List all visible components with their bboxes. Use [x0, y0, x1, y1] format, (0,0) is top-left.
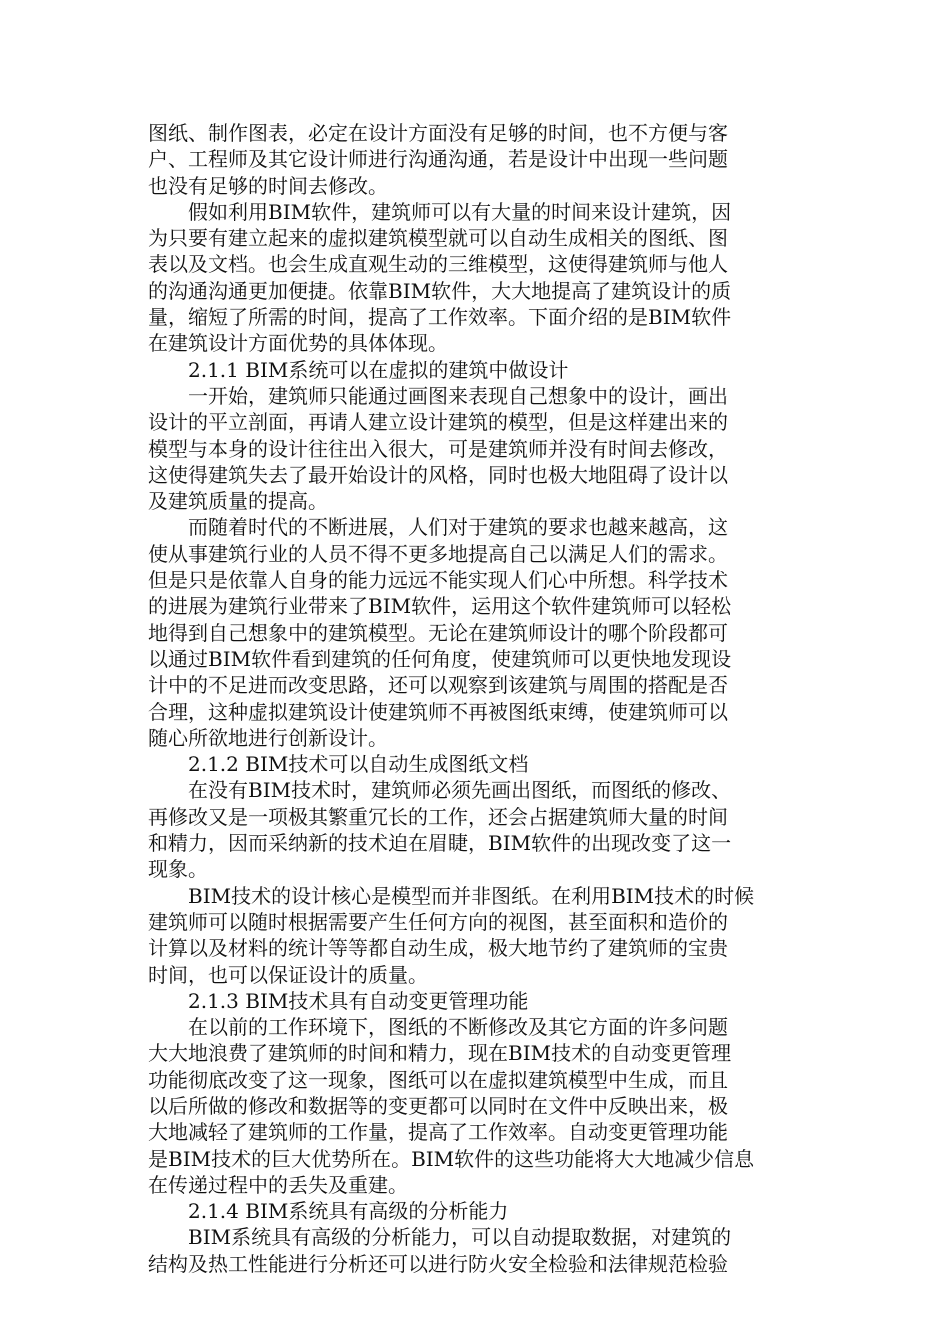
text-line: 模型与本身的设计往往出入很大，可是建筑师并没有时间去修改， — [148, 436, 728, 461]
text-line: 量，缩短了所需的时间，提高了工作效率。下面介绍的是BIM软件 — [148, 305, 732, 330]
text-line: 计算以及材料的统计等等都自动生成，极大地节约了建筑师的宝贵 — [148, 936, 728, 961]
text-line: 2.1.1 BIM系统可以在虚拟的建筑中做设计 — [188, 357, 569, 382]
text-line: 但是只是依靠人自身的能力远远不能实现人们心中所想。科学技术 — [148, 568, 728, 593]
text-line: 图纸、制作图表，必定在设计方面没有足够的时间，也不方便与客 — [148, 121, 728, 145]
text-line: 表以及文档。也会生成直观生动的三维模型，这使得建筑师与他人 — [148, 252, 728, 277]
text-line: 在建筑设计方面优势的具体体现。 — [148, 331, 448, 356]
text-line: 户、工程师及其它设计师进行沟通沟通，若是设计中出现一些问题 — [148, 147, 728, 172]
text-line: 建筑师可以随时根据需要产生任何方向的视图，甚至面积和造价的 — [148, 909, 728, 934]
text-line: 的沟通沟通更加便捷。依靠BIM软件，大大地提高了建筑设计的质 — [148, 278, 732, 303]
text-line: 功能彻底改变了这一现象，图纸可以在虚拟建筑模型中生成，而且 — [148, 1067, 728, 1092]
text-line: 是BIM技术的巨大优势所在。BIM软件的这些功能将大大地减少信息 — [148, 1146, 755, 1171]
text-line: 和精力，因而采纳新的技术迫在眉睫，BIM软件的出现改变了这一 — [148, 831, 732, 856]
text-line: BIM技术的设计核心是模型而并非图纸。在利用BIM技术的时候 — [188, 883, 755, 908]
text-line: 的进展为建筑行业带来了BIM软件，运用这个软件建筑师可以轻松 — [148, 594, 732, 619]
text-line: 地得到自己想象中的建筑模型。无论在建筑师设计的哪个阶段都可 — [148, 620, 728, 645]
text-line: 再修改又是一项极其繁重冗长的工作，还会占据建筑师大量的时间 — [148, 804, 728, 829]
text-line: 2.1.3 BIM技术具有自动变更管理功能 — [188, 988, 529, 1013]
text-line: 结构及热工性能进行分析还可以进行防火安全检验和法律规范检验 — [148, 1251, 728, 1276]
text-line: 而随着时代的不断进展，人们对于建筑的要求也越来越高，这 — [188, 515, 728, 540]
text-line: 2.1.4 BIM系统具有高级的分析能力 — [188, 1199, 509, 1224]
text-line: 时间，也可以保证设计的质量。 — [148, 962, 428, 987]
document-page — [148, 120, 808, 1277]
text-line: 也没有足够的时间去修改。 — [148, 173, 388, 198]
text-line: 合理，这种虚拟建筑设计使建筑师不再被图纸束缚，使建筑师可以 — [148, 699, 728, 724]
text-line: 在没有BIM技术时，建筑师必须先画出图纸，而图纸的修改、 — [188, 778, 732, 803]
text-line: 大地减轻了建筑师的工作量，提高了工作效率。自动变更管理功能 — [148, 1120, 728, 1145]
text-line: 以通过BIM软件看到建筑的任何角度，使建筑师可以更快地发现设 — [148, 646, 732, 671]
text-line: 在以前的工作环境下，图纸的不断修改及其它方面的许多问题 — [188, 1015, 728, 1040]
text-line: 以后所做的修改和数据等的变更都可以同时在文件中反映出来，极 — [148, 1093, 728, 1118]
text-line: 为只要有建立起来的虚拟建筑模型就可以自动生成相关的图纸、图 — [148, 226, 728, 251]
text-line: 这使得建筑失去了最开始设计的风格，同时也极大地阻碍了设计以 — [148, 462, 728, 487]
text-line: 计中的不足进而改变思路，还可以观察到该建筑与周围的搭配是否 — [148, 673, 728, 698]
text-line: 大大地浪费了建筑师的时间和精力，现在BIM技术的自动变更管理 — [148, 1041, 732, 1066]
text-line: 设计的平立剖面，再请人建立设计建筑的模型，但是这样建出来的 — [148, 410, 728, 435]
text-line: 随心所欲地进行创新设计。 — [148, 725, 388, 750]
text-line: 在传递过程中的丢失及重建。 — [148, 1172, 408, 1197]
text-line: 现象。 — [148, 857, 208, 882]
text-line: BIM系统具有高级的分析能力，可以自动提取数据，对建筑的 — [188, 1225, 732, 1250]
text-line: 使从事建筑行业的人员不得不更多地提高自己以满足人们的需求。 — [148, 541, 728, 566]
text-line: 假如利用BIM软件，建筑师可以有大量的时间来设计建筑，因 — [188, 199, 732, 224]
text-line: 及建筑质量的提高。 — [148, 489, 328, 514]
text-line: 2.1.2 BIM技术可以自动生成图纸文档 — [188, 752, 529, 777]
text-line: 一开始，建筑师只能通过画图来表现自己想象中的设计，画出 — [188, 383, 728, 408]
